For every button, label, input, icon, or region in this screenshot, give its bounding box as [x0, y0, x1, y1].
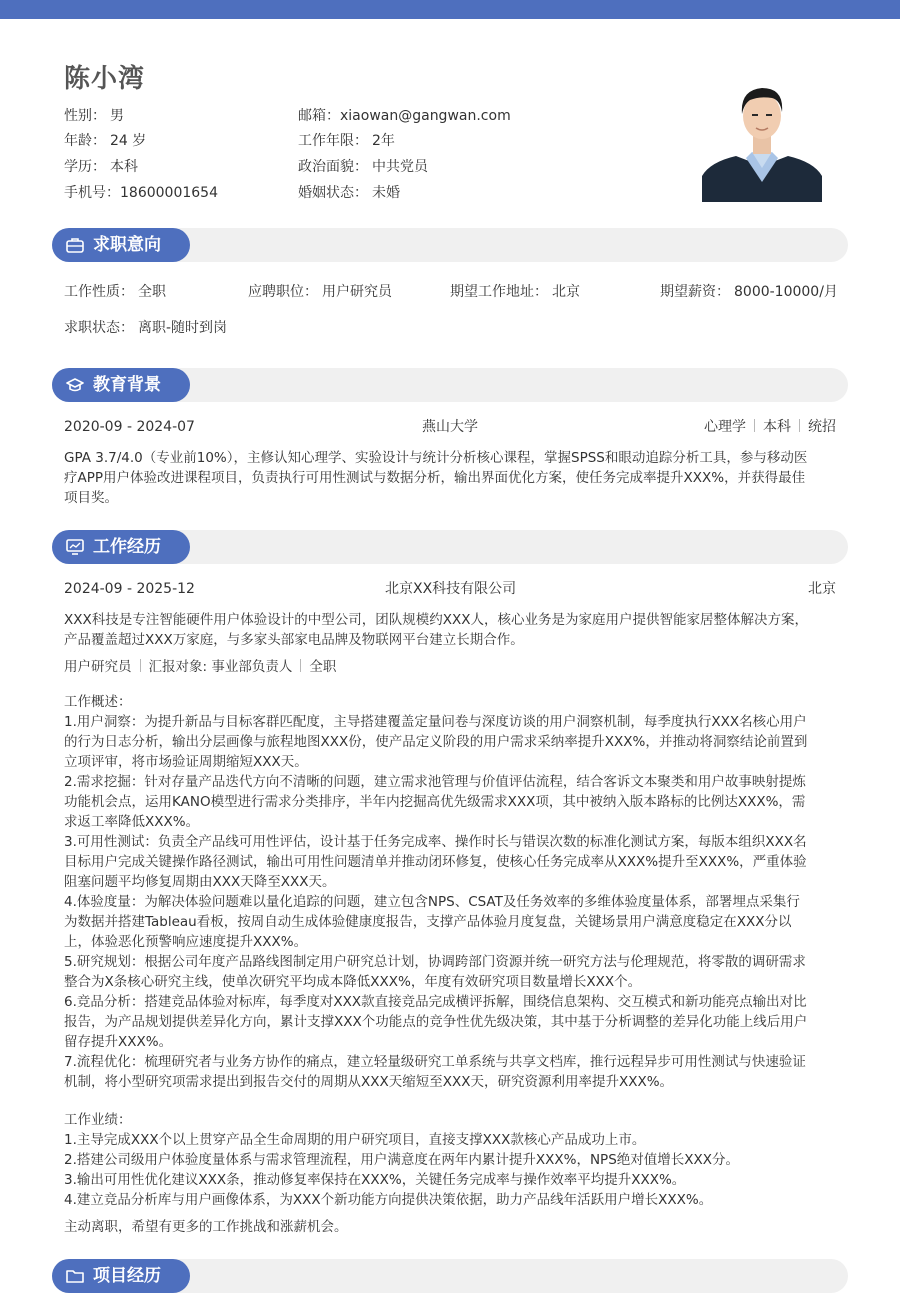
overview-line: 7.流程优化：梳理研究者与业务方协作的痛点，建立轻量级研究工单系统与共享文档库，推行远程异步可用性测试与快速验证	[64, 1054, 806, 1070]
graduation-cap-icon	[66, 377, 84, 393]
section-header-education	[52, 368, 848, 402]
overview-line: 3.可用性测试：负责全产品线可用性评估，设计基于任务完成率、操作时长与错误次数的标准化测试方案，每版本组织XXX名	[64, 834, 807, 850]
results-title: 工作业绩：	[64, 1112, 132, 1128]
overview-line: 立项评审，将市场验证周期缩短XXX天。	[64, 754, 308, 770]
info-gender: 性别： 男	[64, 108, 124, 124]
profile-photo	[702, 70, 822, 202]
results-line: 4.建立竞品分析库与用户画像体系，为XXX个新功能方向提供决策依据，助力产品线年活跃用户增长XXX%。	[64, 1192, 713, 1208]
top-accent-bar	[0, 0, 900, 19]
results-line: 3.输出可用性优化建议XXX条，推动修复率保持在XXX%，关键任务完成率与操作效率平均提升XXX%。	[64, 1172, 686, 1188]
info-age: 年龄： 24 岁	[64, 133, 147, 149]
leave-reason	[64, 1217, 836, 1237]
overview-title: 工作概述：	[64, 694, 132, 710]
info-education: 学历： 本科	[64, 159, 138, 175]
education-period: 2020-09 - 2024-07	[64, 419, 195, 435]
overview-line: 上，体验恶化预警响应速度提升XXX%。	[64, 934, 308, 950]
work-job-type: 全职	[309, 659, 337, 675]
overview-line: 2.需求挖掘：针对存量产品迭代方向不清晰的问题，建立需求池管理与价值评估流程，结合客诉文本聚类和用户故事映射提炼	[64, 774, 806, 790]
folder-icon	[66, 1268, 84, 1284]
leave-reason-text: 主动离职，希望有更多的工作挑战和涨薪机会。	[64, 1219, 348, 1235]
results-line: 1.主导完成XXX个以上贯穿产品全生命周期的用户研究项目，直接支撑XXX款核心产品成功上市。	[64, 1132, 646, 1148]
company-desc-line: 产品覆盖超过XXX万家庭，与多家头部家电品牌及物联网平台建立长期合作。	[64, 632, 524, 648]
overview-line: 6.竞品分析：搭建竞品体验对标库，每季度对XXX款直接竞品完成横评拆解，围绕信息架构、交互模式和新功能亮点输出对比	[64, 994, 807, 1010]
monitor-chart-icon	[66, 539, 84, 555]
section-header-intent	[52, 228, 848, 262]
info-email: 邮箱：xiaowan@gangwan.com	[298, 108, 511, 124]
intent-status: 求职状态： 离职-随时到岗	[64, 320, 228, 336]
info-phone: 手机号：18600001654	[64, 185, 218, 201]
info-years: 工作年限： 2年	[298, 133, 395, 149]
section-title-intent: 求职意向	[93, 235, 161, 255]
results-line: 2.搭建公司级用户体验度量体系与需求管理流程，用户满意度在两年内累计提升XXX%，NPS绝对值增长XXX分。	[64, 1152, 740, 1168]
overview-line: 功能机会点，运用KANO模型进行需求分类排序，半年内挖掘高优先级需求XXX项，其中被纳入版本路标的比例达XXX%，需	[64, 794, 806, 810]
candidate-name: 陈小湾	[64, 64, 146, 94]
overview-line: 报告，为产品规划提供差异化方向，累计支撑XXX个功能点的竞争性优先级决策，其中基于分析调整的差异化功能上线后用户	[64, 1014, 808, 1030]
education-mode: 统招	[808, 419, 836, 435]
overview-line: 为数据并搭建Tableau看板，按周自动生成体验健康度报告，支撑产品体验月度复盘，关键场景用户满意度稳定在XXX分以	[64, 914, 792, 930]
company-description	[64, 610, 836, 650]
section-title-project: 项目经历	[93, 1266, 161, 1286]
overview-line: 求返工率降低XXX%。	[64, 814, 200, 830]
work-period: 2024-09 - 2025-12	[64, 581, 195, 597]
overview-line: 目标用户完成关键操作路径测试，输出可用性问题清单并推动闭环修复，使核心任务完成率从XXX%提升至XXX%，严重体验	[64, 854, 807, 870]
overview-line: 阻塞问题平均修复周期由XXX天降至XXX天。	[64, 874, 336, 890]
work-role-info	[64, 657, 336, 677]
briefcase-icon	[66, 237, 84, 253]
education-school: 燕山大学	[422, 419, 478, 435]
work-report: 汇报对象: 事业部负责人	[148, 659, 293, 675]
section-title-education: 教育背景	[93, 375, 161, 395]
education-degree: 本科	[763, 419, 791, 435]
info-politics: 政治面貌： 中共党员	[298, 159, 428, 175]
section-header-work	[52, 530, 848, 564]
intent-salary: 期望薪资： 8000-10000/月	[660, 284, 838, 300]
overview-line: 整合为X条核心研究主线，使单次研究平均成本降低XXX%，年度有效研究项目数量增长XXX个。	[64, 974, 642, 990]
overview-line: 4.体验度量：为解决体验问题难以量化追踪的问题，建立包含NPS、CSAT及任务效率的多维体验度量体系，部署埋点采集行	[64, 894, 800, 910]
education-major: 心理学	[704, 419, 746, 435]
work-role: 用户研究员	[64, 659, 132, 675]
intent-position: 应聘职位： 用户研究员	[248, 284, 392, 300]
company-desc-line: XXX科技是专注智能硬件用户体验设计的中型公司，团队规模约XXX人，核心业务是为家庭用户提供智能家居整体解决方案，	[64, 612, 808, 628]
overview-line: 机制，将小型研究项需求提出到报告交付的周期从XXX天缩短至XXX天，研究资源利用率提升XXX%。	[64, 1074, 674, 1090]
intent-type: 工作性质： 全职	[64, 284, 166, 300]
overview-line: 5.研究规划：根据公司年度产品路线图制定用户研究总计划，协调跨部门资源并统一研究方法与伦理规范，将零散的调研需求	[64, 954, 806, 970]
education-details	[704, 417, 836, 437]
overview-line: 1.用户洞察：为提升新品与目标客群匹配度，主导搭建覆盖定量问卷与深度访谈的用户洞察机制，每季度执行XXX名核心用户	[64, 714, 807, 730]
section-header-project	[52, 1259, 848, 1293]
education-desc-line: GPA 3.7/4.0（专业前10%），主修认知心理学、实验设计与统计分析核心课程，掌握SPSS和眼动追踪分析工具，参与移动医	[64, 450, 808, 466]
work-company: 北京XX科技有限公司	[385, 581, 517, 597]
info-marital: 婚姻状态： 未婚	[298, 185, 400, 201]
education-desc-line: 疗APP用户体验改进课程项目，负责执行可用性测试与数据分析，输出界面优化方案，使任务完成率提升XXX%，并获得最佳	[64, 470, 806, 486]
work-overview	[64, 692, 836, 1092]
overview-line: 留存提升XXX%。	[64, 1034, 173, 1050]
work-results	[64, 1110, 836, 1210]
overview-line: 的行为日志分析，输出分层画像与旅程地图XXX份，使产品定义阶段的用户需求采纳率提升XXX%，并推动将洞察结论前置到	[64, 734, 808, 750]
work-city: 北京	[808, 581, 836, 597]
education-description	[64, 448, 836, 508]
education-desc-line: 项目奖。	[64, 490, 118, 506]
intent-location: 期望工作地址： 北京	[450, 284, 580, 300]
section-title-work: 工作经历	[93, 537, 161, 557]
